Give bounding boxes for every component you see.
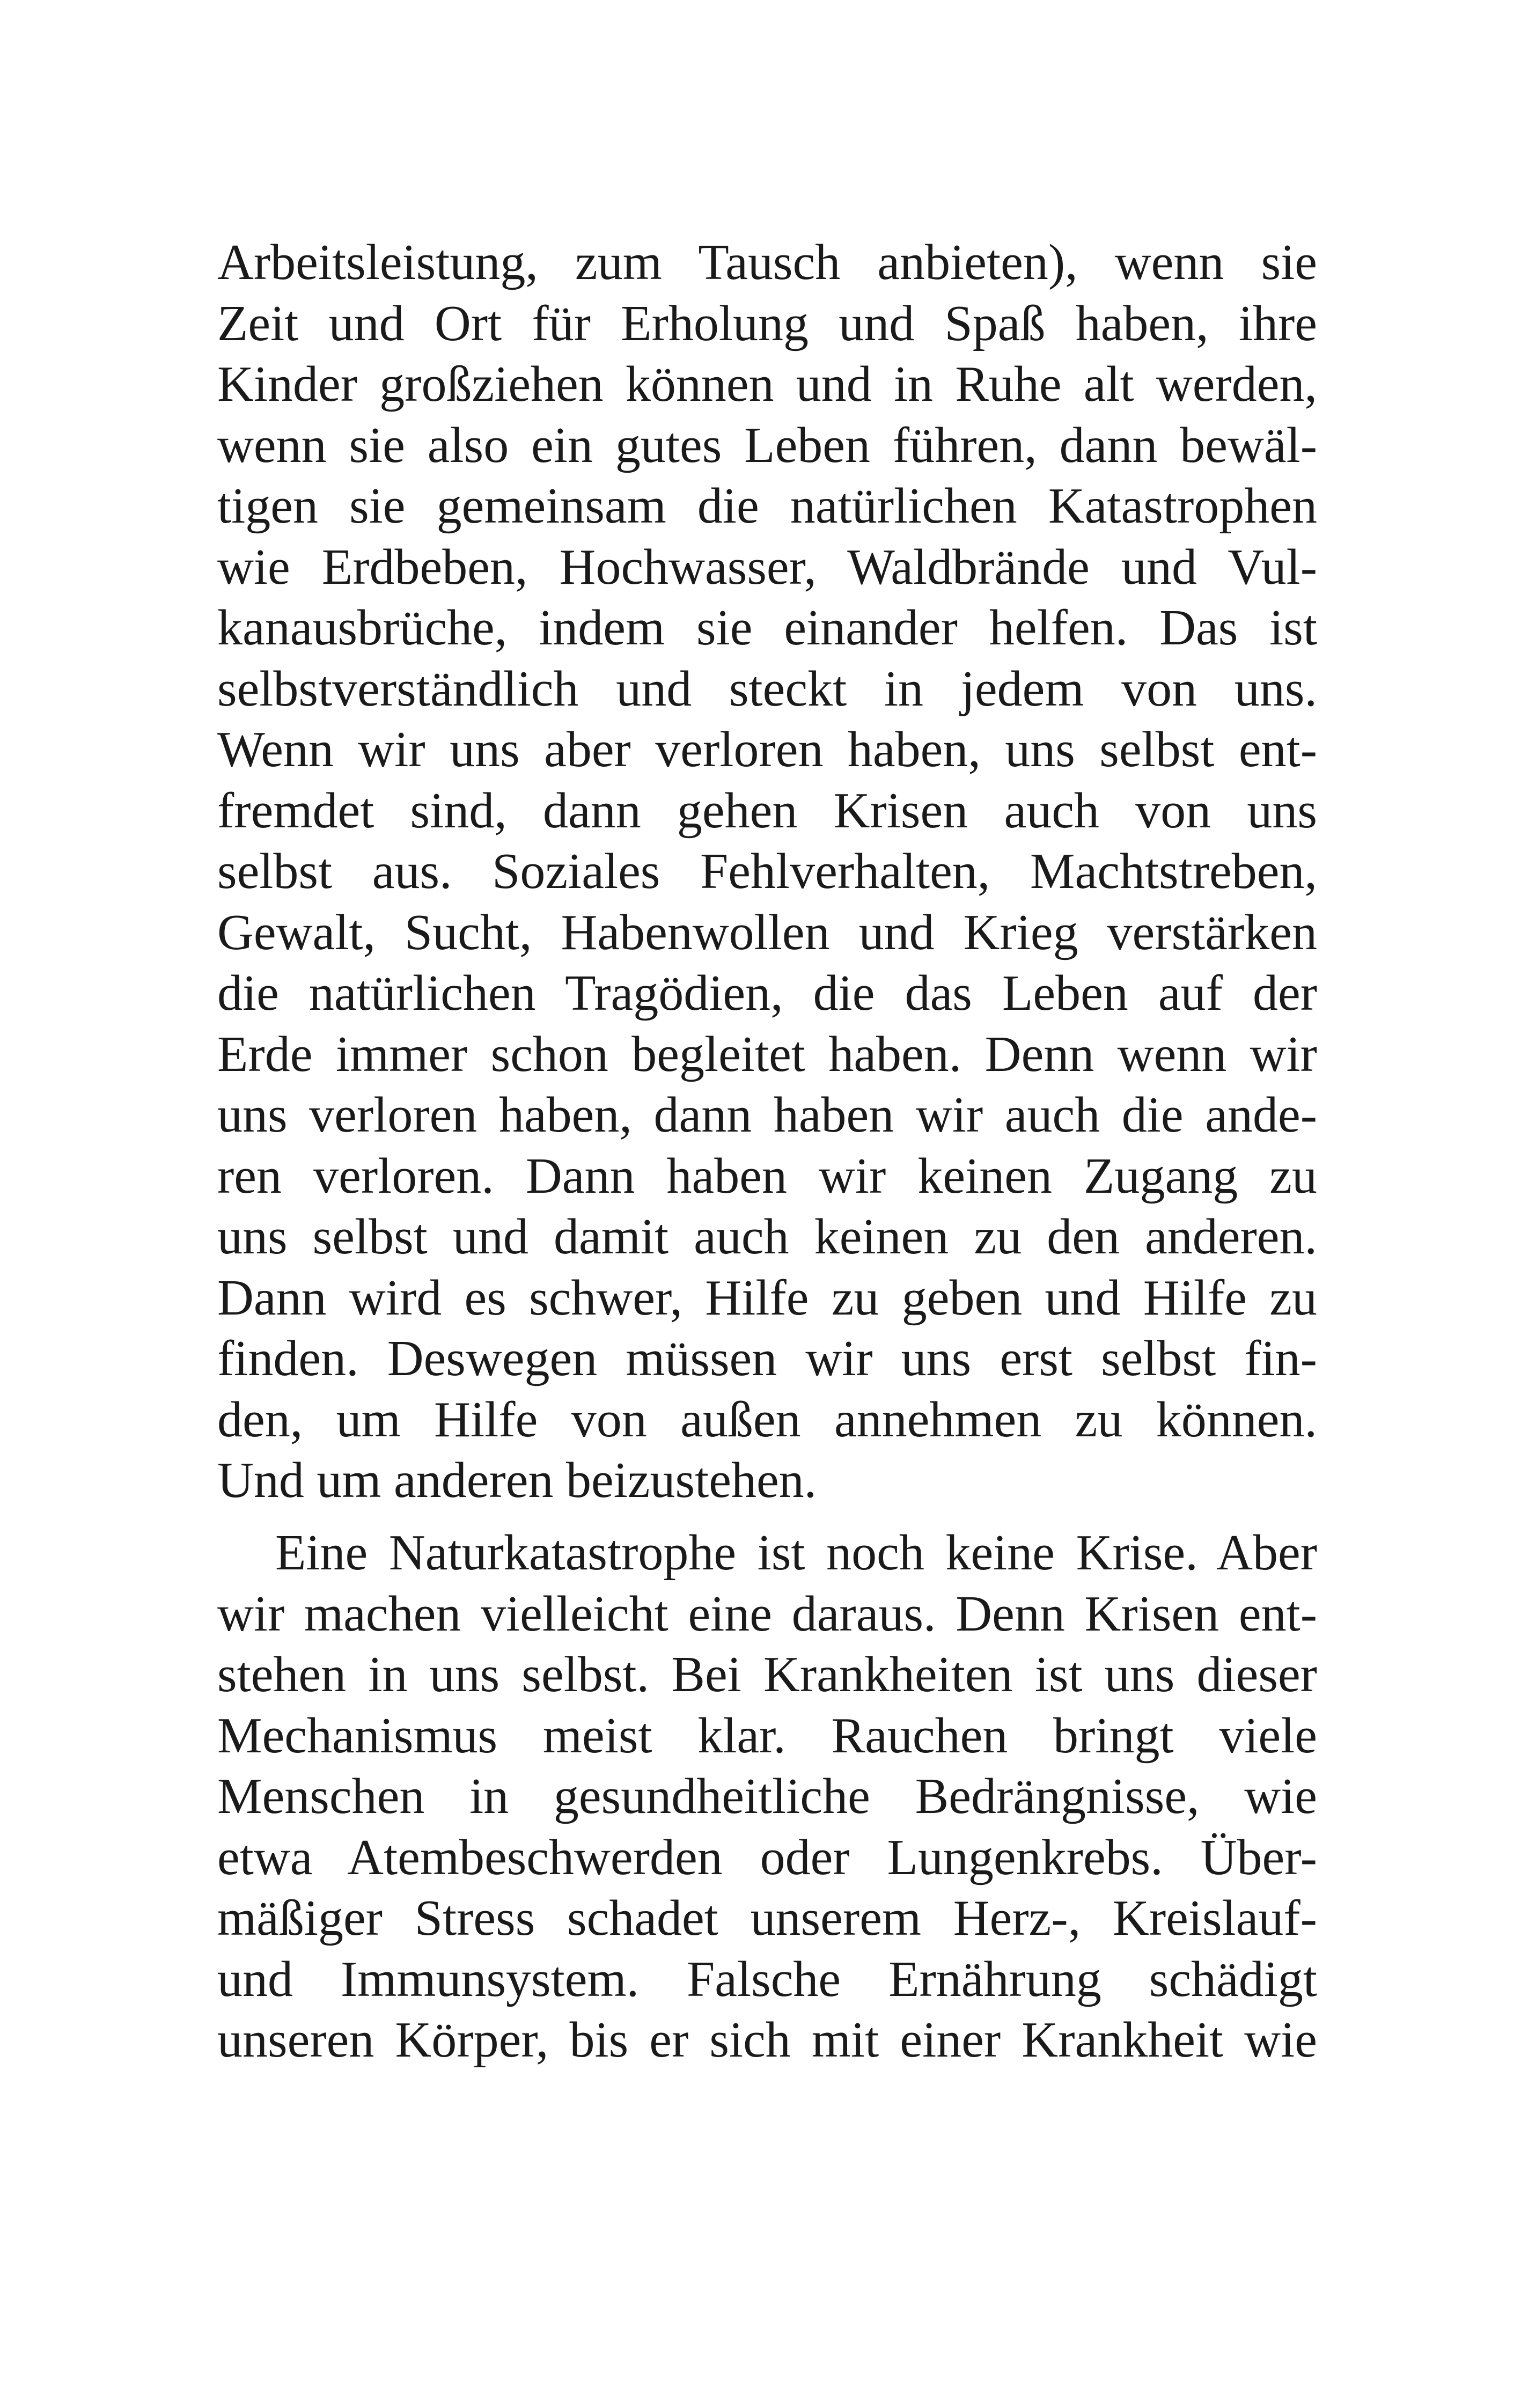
text-line: etwa Atembeschwerden oder Lungenkrebs. Über- — [217, 1829, 1317, 1885]
text-line: Gewalt, Sucht, Habenwollen und Krieg verstärken — [217, 904, 1317, 960]
text-line: mäßiger Stress schadet unserem Herz-, Kreislauf- — [217, 1890, 1317, 1946]
text-line: Wenn wir uns aber verloren haben, uns selbst ent- — [217, 722, 1317, 777]
text-line: ren verloren. Dann haben wir keinen Zugang zu — [217, 1148, 1317, 1204]
paragraph-1 — [217, 232, 1317, 1511]
text-line: wir machen vielleicht eine daraus. Denn Krisen ent- — [217, 1585, 1317, 1642]
text-line: Zeit und Ort für Erholung und Spaß haben, ihre — [217, 295, 1317, 351]
text-line: selbst aus. Soziales Fehlverhalten, Machtstreben, — [217, 843, 1317, 899]
text-line: kanausbrüche, indem sie einander helfen. Das ist — [217, 600, 1317, 656]
text-line: Dann wird es schwer, Hilfe zu geben und Hilfe zu — [217, 1269, 1317, 1326]
text-line: selbstverständlich und steckt in jedem von uns. — [217, 660, 1317, 717]
text-line: Mechanismus meist klar. Rauchen bringt viele — [217, 1707, 1317, 1764]
text-line: Und um anderen beizustehen. — [217, 1452, 817, 1508]
text-line: stehen in uns selbst. Bei Krankheiten ist uns dieser — [217, 1647, 1317, 1702]
text-line: und Immunsystem. Falsche Ernährung schädigt — [217, 1951, 1317, 2007]
text-line: Erde immer schon begleitet haben. Denn wenn wir — [217, 1026, 1317, 1082]
text-line: Eine Naturkatastrophe ist noch keine Krise. Aber — [275, 1525, 1317, 1581]
text-line: tigen sie gemeinsam die natürlichen Katastrophen — [217, 478, 1317, 534]
text-line: Arbeitsleistung, zum Tausch anbieten), wenn sie — [217, 234, 1317, 290]
text-line: den, um Hilfe von außen annehmen zu können. — [217, 1391, 1317, 1448]
text-line: wie Erdbeben, Hochwasser, Waldbrände und Vul- — [217, 539, 1317, 595]
text-line: Menschen in gesundheitliche Bedrängnisse, wie — [217, 1768, 1317, 1824]
paragraph-2 — [217, 1523, 1317, 2071]
text-line: wenn sie also ein gutes Leben führen, dann bewäl- — [217, 417, 1317, 473]
text-line: Kinder großziehen können und in Ruhe alt werden, — [217, 356, 1317, 412]
text-line: uns selbst und damit auch keinen zu den anderen. — [217, 1209, 1317, 1265]
text-line: uns verloren haben, dann haben wir auch die ande- — [217, 1087, 1317, 1143]
text-line: finden. Deswegen müssen wir uns erst selbst fin- — [217, 1331, 1317, 1386]
text-line: unseren Körper, bis er sich mit einer Krankheit wie — [217, 2012, 1317, 2068]
text-line: die natürlichen Tragödien, die das Leben auf der — [217, 965, 1317, 1021]
text-line: fremdet sind, dann gehen Krisen auch von uns — [217, 782, 1317, 839]
